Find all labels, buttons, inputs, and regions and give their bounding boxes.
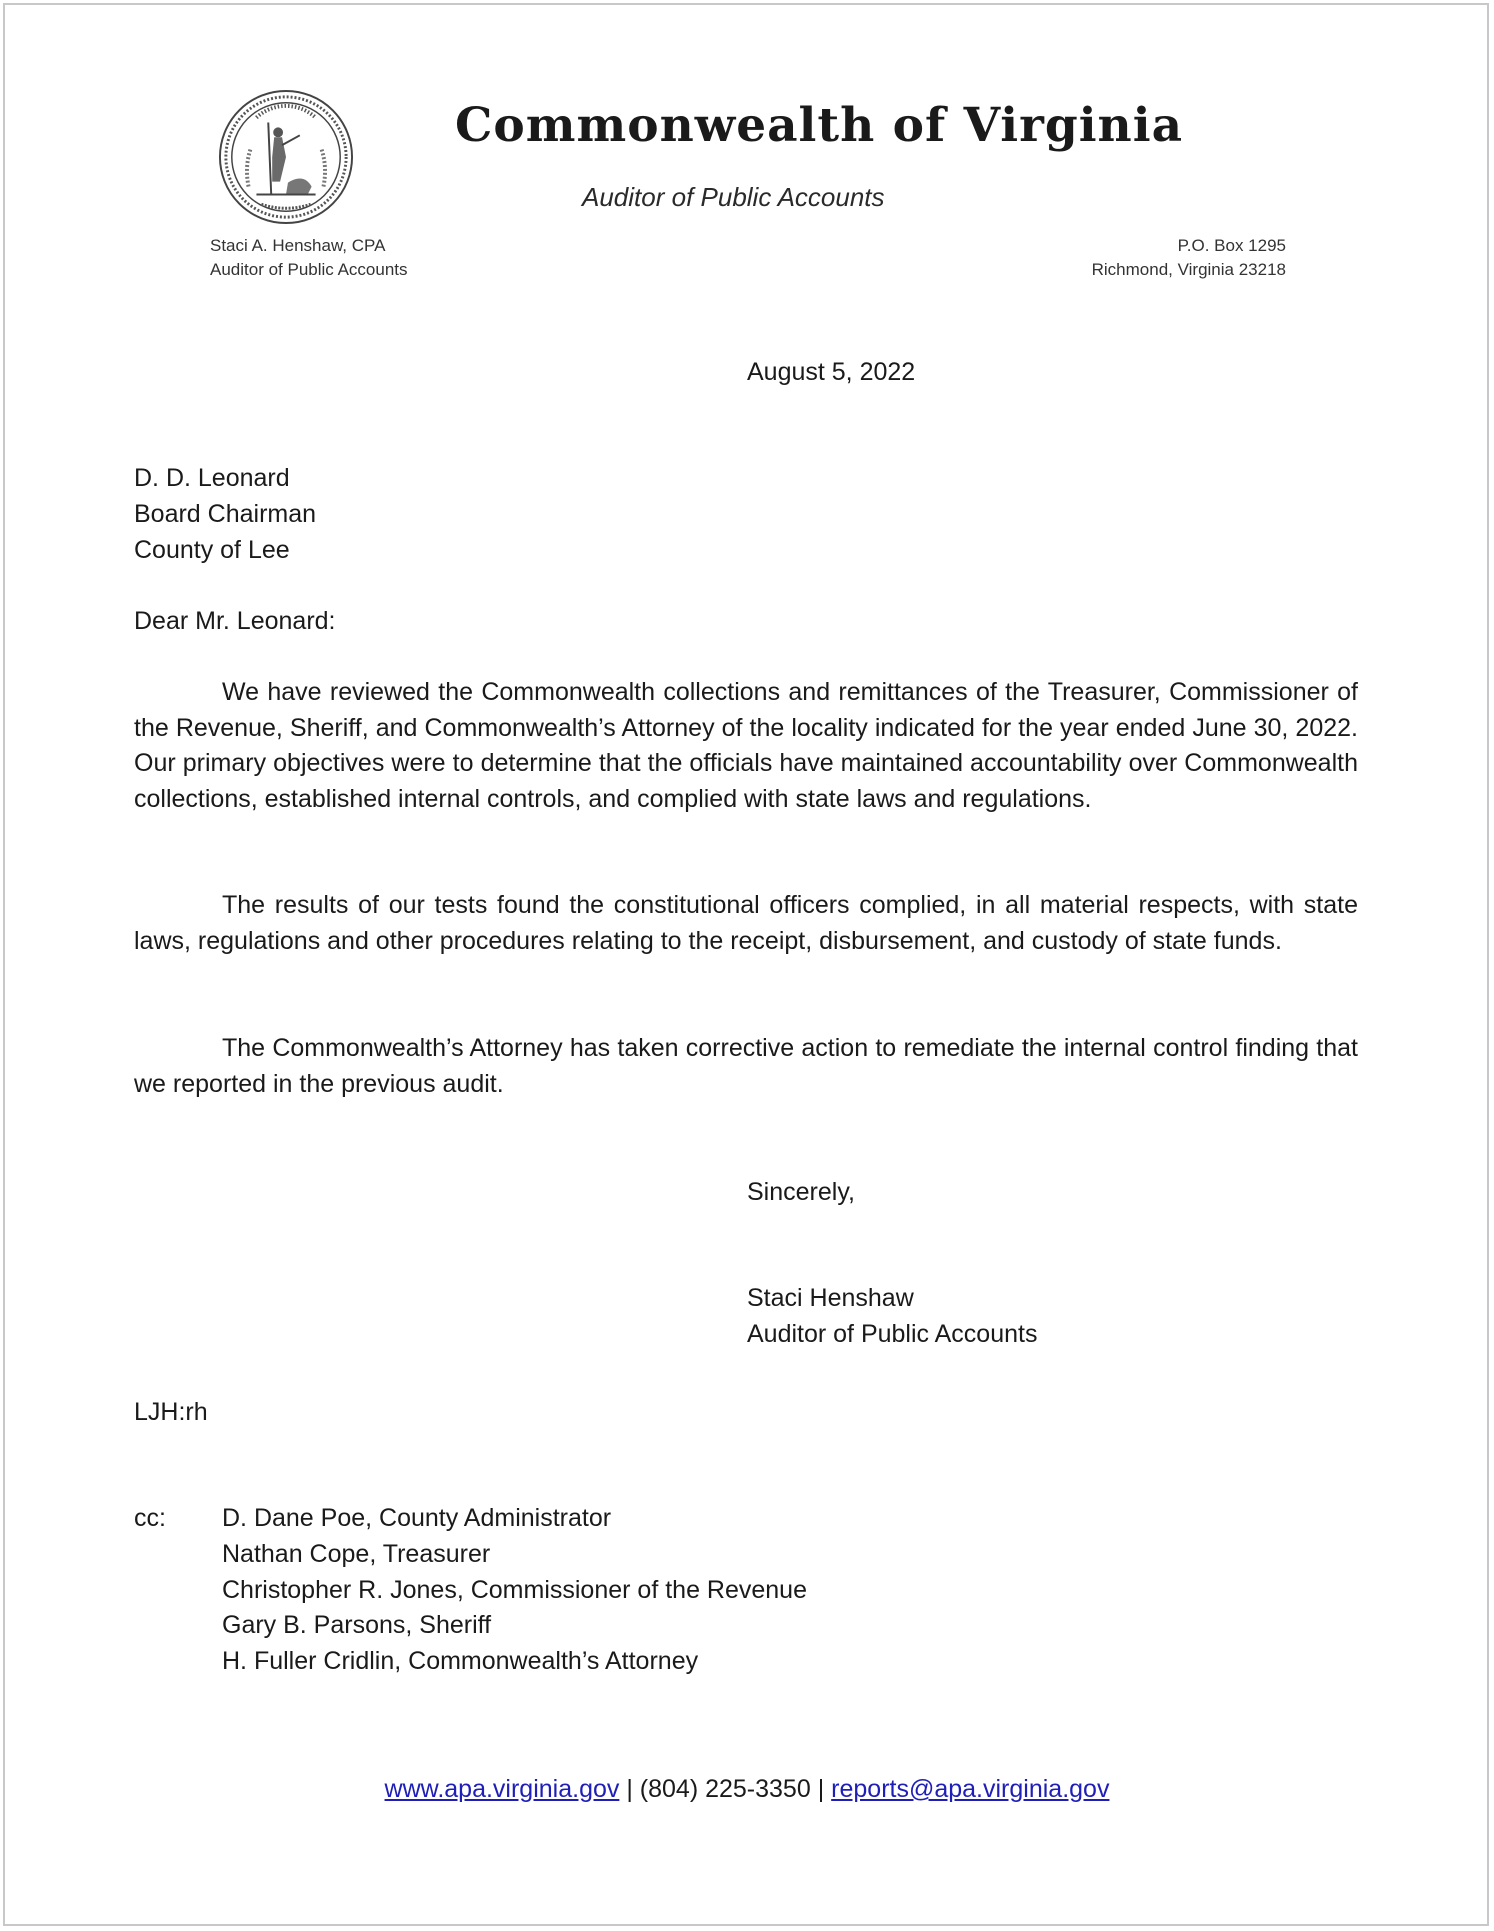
auditor-name: Staci A. Henshaw, CPA [210,236,386,255]
virginia-seal-logo [217,88,355,226]
paragraph-3: The Commonwealth’s Attorney has taken corrective action to remediate the internal control finding that we reported in the previous audit. [134,1034,1358,1098]
signer-name: Staci Henshaw [747,1284,914,1312]
cc-item: D. Dane Poe, County Administrator [222,1504,612,1532]
recipient-name: D. D. Leonard [134,464,290,492]
letter-date: August 5, 2022 [747,358,916,386]
cc-label: cc: [134,1504,166,1532]
closing: Sincerely, [747,1178,855,1206]
website-link[interactable]: www.apa.virginia.gov [384,1775,620,1803]
address-po-box: P.O. Box 1295 [1177,236,1286,255]
recipient-title: Board Chairman [134,500,317,528]
signer-title: Auditor of Public Accounts [747,1320,1038,1348]
address-city: Richmond, Virginia 23218 [1091,260,1286,279]
phone-number: (804) 225-3350 [639,1775,811,1803]
typist-initials: LJH:rh [134,1398,208,1426]
agency-subtitle: Auditor of Public Accounts [582,182,885,212]
cc-item: H. Fuller Cridlin, Commonwealth’s Attorney [222,1647,699,1675]
cc-item: Christopher R. Jones, Commissioner of the Revenue [222,1576,807,1604]
email-link[interactable]: reports@apa.virginia.gov [831,1775,1110,1803]
paragraph-1: We have reviewed the Commonwealth collections and remittances of the Treasurer, Commissioner of the Revenue, Sheriff, and Commonwealth’s Attorney of the locality indicated for the year ended June 30, 2022. Our primary objectives were to determine that the officials have maintained accountability over Commonwealth collections, established internal controls, and complied with state laws and regulations. [134,678,1358,813]
footer-separator: | [817,1775,825,1803]
footer-separator: | [626,1775,633,1803]
cc-item: Gary B. Parsons, Sheriff [222,1611,492,1639]
footer [0,1775,1494,1804]
paragraph-2: The results of our tests found the constitutional officers complied, in all material respects, with state laws, regulations and other procedures relating to the receipt, disbursement, and custody of state funds. [134,891,1358,955]
agency-title: Commonwealth of Virginia [455,98,1184,153]
recipient-org: County of Lee [134,536,290,564]
cc-item: Nathan Cope, Treasurer [222,1540,491,1568]
auditor-title: Auditor of Public Accounts [210,260,408,279]
salutation: Dear Mr. Leonard: [134,607,336,635]
